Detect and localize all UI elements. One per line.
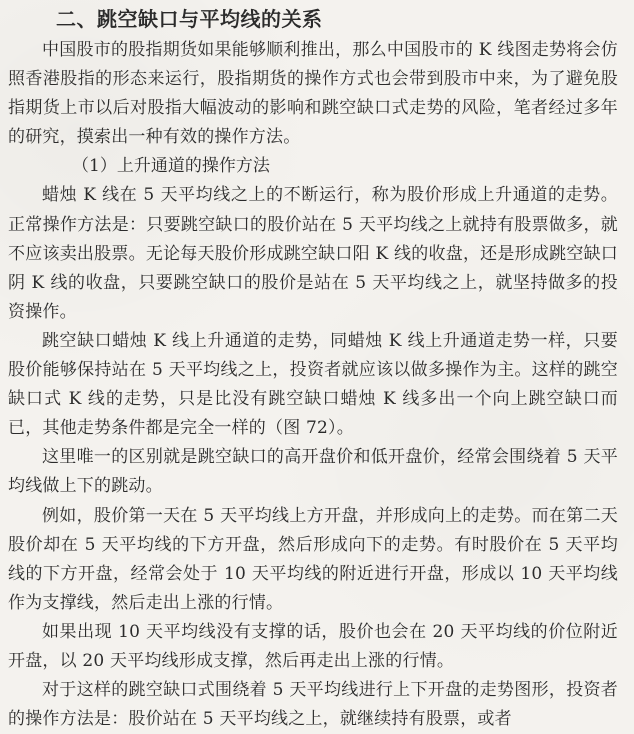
subheading-uptrend-method: （1）上升通道的操作方法 bbox=[72, 156, 270, 177]
paragraph-gap-uptrend: 跳空缺口蜡烛 K 线上升通道的走势，同蜡烛 K 线上升通道走势一样，只要股价能够保持站在 5 天平均线之上，投资者就应该以做多操作为主。这样的跳空缺口式 K 线的走势，只是比没有跳空缺口蜡烛 K 线多出一个向上跳空缺口而已，其他走势条件都是完全一样的（图 72）。 bbox=[8, 330, 618, 439]
paragraph-difference: 这里唯一的区别就是跳空缺口的高开盘价和低开盘价，经常会围绕着 5 天平均线做上下的跳动。 bbox=[8, 447, 618, 497]
paragraph-support: 如果出现 10 天平均线没有支撑的话，股价也会在 20 天平均线的价位附近开盘，以 20 天平均线形成支撑，然后再走出上涨的行情。 bbox=[8, 621, 618, 671]
section-title: 二、跳空缺口与平均线的关系 bbox=[56, 7, 323, 31]
paragraph-example: 例如，股价第一天在 5 天平均线上方开盘，并形成向上的走势。而在第二天股价却在 5 天平均线的下方开盘，然后形成向下的走势。有时股价在 5 天平均线的下方开盘，经常会处于 10 天平均线的附近进行开盘，形成以 10 天平均线作为支撑线，然后走出上涨的行情。 bbox=[8, 505, 618, 613]
paragraph-uptrend-definition: 蜡烛 K 线在 5 天平均线之上的不断运行，称为股价形成上升通道的走势。正常操作方法是：只要跳空缺口的股价站在 5 天平均线之上就持有股票做多，就不应该卖出股票。无论每天股价形成跳空缺口阳 K 线的收盘，还是形成跳空缺口阴 K 线的收盘，只要跳空缺口的股价是站在 5 天平均线之上，就坚持做多的投资操作。 bbox=[8, 185, 618, 322]
paragraph-intro: 中国股市的股指期货如果能够顺利推出，那么中国股市的 K 线图走势将会仿照香港股指的形态来运行，股指期货的操作方式也会带到股市中来，为了避免股指期货上市以后对股指大幅波动的影响和跳空缺口式走势的风险，笔者经过多年的研究，摸索出一种有效的操作方法。 bbox=[8, 40, 618, 148]
paragraph-method-continued: 对于这样的跳空缺口式围绕着 5 天平均线进行上下开盘的走势图形，投资者的操作方法是：股价站在 5 天平均线之上，就继续持有股票，或者 bbox=[8, 680, 618, 730]
